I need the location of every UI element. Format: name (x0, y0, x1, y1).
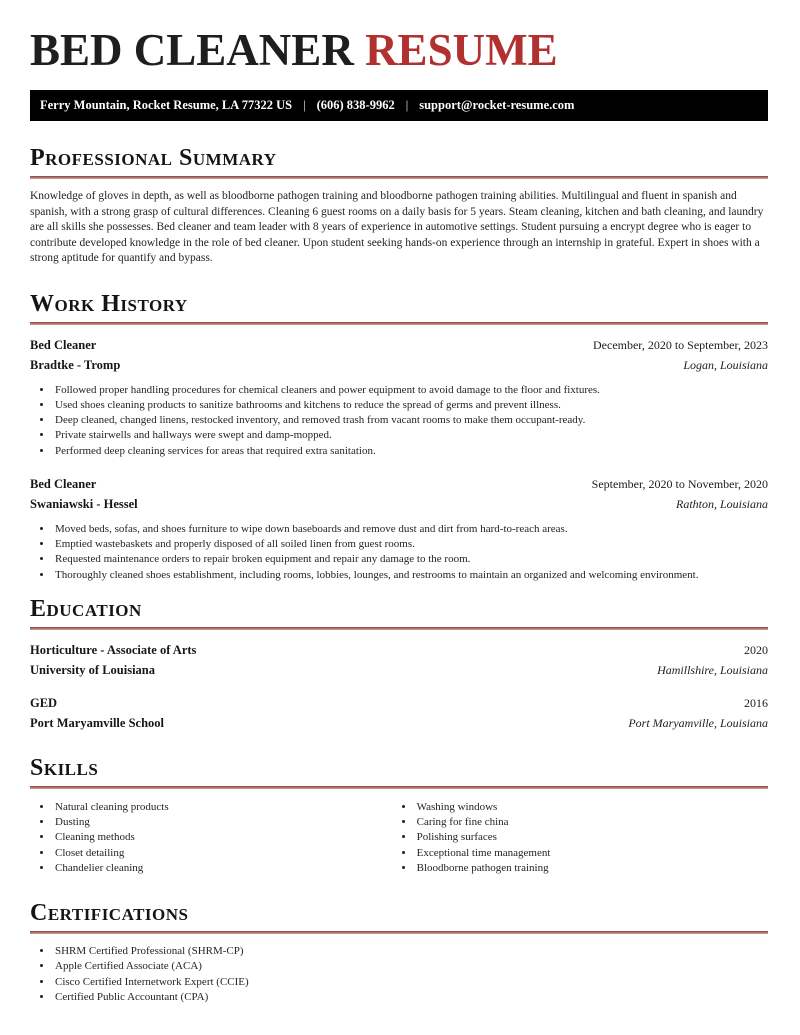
skill-item: • Bloodborne pathogen training (415, 861, 768, 876)
title-main: BED CLEANER (30, 25, 366, 75)
skill-item: • Dusting (53, 815, 392, 830)
job-company-row (30, 358, 768, 373)
job-title-row (30, 477, 768, 492)
job-bullet: • Thoroughly cleaned shoes establishment, including rooms, lobbies, lounges, and restrooms to maintain an organized and welcoming environment. (53, 568, 768, 583)
skills-columns (30, 791, 768, 876)
job-dates: September, 2020 to November, 2020 (591, 476, 768, 491)
skill-item: • Cleaning methods (53, 830, 392, 845)
education-school-row (30, 716, 768, 731)
education-degree-row (30, 643, 768, 658)
section-heading-work-history: Work History (30, 290, 188, 317)
contact-email: support@rocket-resume.com (419, 98, 575, 112)
job-entry-1 (30, 338, 768, 459)
title-accent: RESUME (365, 25, 558, 75)
job-location: Rathton, Louisiana (675, 496, 768, 511)
skills-column-right (392, 791, 768, 876)
education-entry-2 (30, 696, 768, 731)
skills-column-left (30, 791, 392, 876)
skill-item: • Caring for fine china (415, 815, 768, 830)
job-bullet: • Moved beds, sofas, and shoes furniture to wipe down baseboards and remove dust and dirt from hard-to-reach areas. (53, 522, 768, 537)
education-degree: GED (30, 695, 58, 710)
job-title: Bed Cleaner (30, 476, 97, 491)
section-rule (30, 322, 768, 325)
section-heading-skills: Skills (30, 754, 99, 781)
contact-bar (30, 90, 768, 121)
certification-item: • Apple Certified Associate (ACA) (53, 959, 768, 974)
education-school-row (30, 663, 768, 678)
job-bullet: • Followed proper handling procedures for chemical cleaners and power equipment to avoid damage to the floor and fixtures. (53, 383, 768, 398)
contact-address: Ferry Mountain, Rocket Resume, LA 77322 US (40, 98, 293, 112)
skills-list-right (392, 800, 768, 876)
job-entry-2 (30, 477, 768, 583)
education-school: University of Louisiana (30, 662, 156, 677)
job-bullet: • Performed deep cleaning services for areas that required extra sanitation. (53, 444, 768, 459)
education-school: Port Maryamville School (30, 715, 164, 730)
skill-item: • Natural cleaning products (53, 800, 392, 815)
skill-item: • Washing windows (415, 800, 768, 815)
section-heading-certifications: Certifications (30, 900, 189, 927)
education-year: 2016 (744, 695, 768, 710)
certifications-list (30, 944, 768, 1005)
contact-phone: (606) 838-9962 (316, 98, 395, 112)
section-rule (30, 931, 768, 934)
job-company: Bradtke - Tromp (30, 357, 121, 372)
education-year: 2020 (744, 642, 768, 657)
education-location: Port Maryamville, Louisiana (628, 715, 768, 730)
contact-separator-1: | (303, 98, 306, 112)
job-dates: December, 2020 to September, 2023 (593, 337, 768, 352)
certification-item: • SHRM Certified Professional (SHRM-CP) (53, 944, 768, 959)
skill-item: • Polishing surfaces (415, 830, 768, 845)
certification-item: • Certified Public Accountant (CPA) (53, 990, 768, 1005)
professional-summary-text: Knowledge of gloves in depth, as well as bloodborne pathogen training and bloodborne pathogen training abilities. Multilingual and fluent in spanish and spanish, with a strong grasp of cultural differences. Cleaning 6 guest rooms on a daily basis for 5 years. Steam cleaning, kitchen and bath cleaning, and laundry are all skills she possesses. Bed cleaner and team leader with 8 years of experience in automotive settings. Student pursuing a encrypt degree who is eager to contribute developed knowledge in the role of bed cleaner. Upon student seeking hands-on experience through an internship in grateful. Expert in shoes with a strong aptitude for quantify and bypass. (30, 190, 764, 265)
job-location: Logan, Louisiana (683, 357, 768, 372)
job-title: Bed Cleaner (30, 337, 97, 352)
education-entry-1 (30, 643, 768, 678)
section-rule (30, 176, 768, 179)
education-location: Hamillshire, Louisiana (657, 662, 768, 677)
job-bullet: • Used shoes cleaning products to sanitize bathrooms and kitchens to reduce the spread of germs and prevent illness. (53, 398, 768, 413)
skill-item: • Exceptional time management (415, 846, 768, 861)
skill-item: • Chandelier cleaning (53, 861, 392, 876)
page-title (30, 25, 768, 75)
job-bullet: • Requested maintenance orders to repair broken equipment and repair any damage to the room. (53, 552, 768, 567)
job-bullets (30, 522, 768, 583)
certification-item: • Cisco Certified Internetwork Expert (CCIE) (53, 975, 768, 990)
job-company: Swaniawski - Hessel (30, 496, 138, 511)
section-heading-professional-summary: Professional Summary (30, 145, 277, 171)
job-title-row (30, 338, 768, 353)
job-bullets (30, 383, 768, 459)
section-rule (30, 627, 768, 630)
skills-list-left (30, 800, 392, 876)
education-degree: Horticulture - Associate of Arts (30, 642, 197, 657)
skill-item: • Closet detailing (53, 846, 392, 861)
job-bullet: • Emptied wastebaskets and properly disposed of all soiled linen from guest rooms. (53, 537, 768, 552)
education-degree-row (30, 696, 768, 711)
contact-separator-2: | (405, 98, 409, 112)
job-company-row (30, 497, 768, 512)
section-rule (30, 786, 768, 789)
section-heading-education: Education (30, 595, 142, 622)
job-bullet: • Deep cleaned, changed linens, restocked inventory, and removed trash from vacant rooms to make them occupant-ready. (53, 413, 768, 428)
job-bullet: • Private stairwells and hallways were swept and damp-mopped. (53, 428, 768, 443)
